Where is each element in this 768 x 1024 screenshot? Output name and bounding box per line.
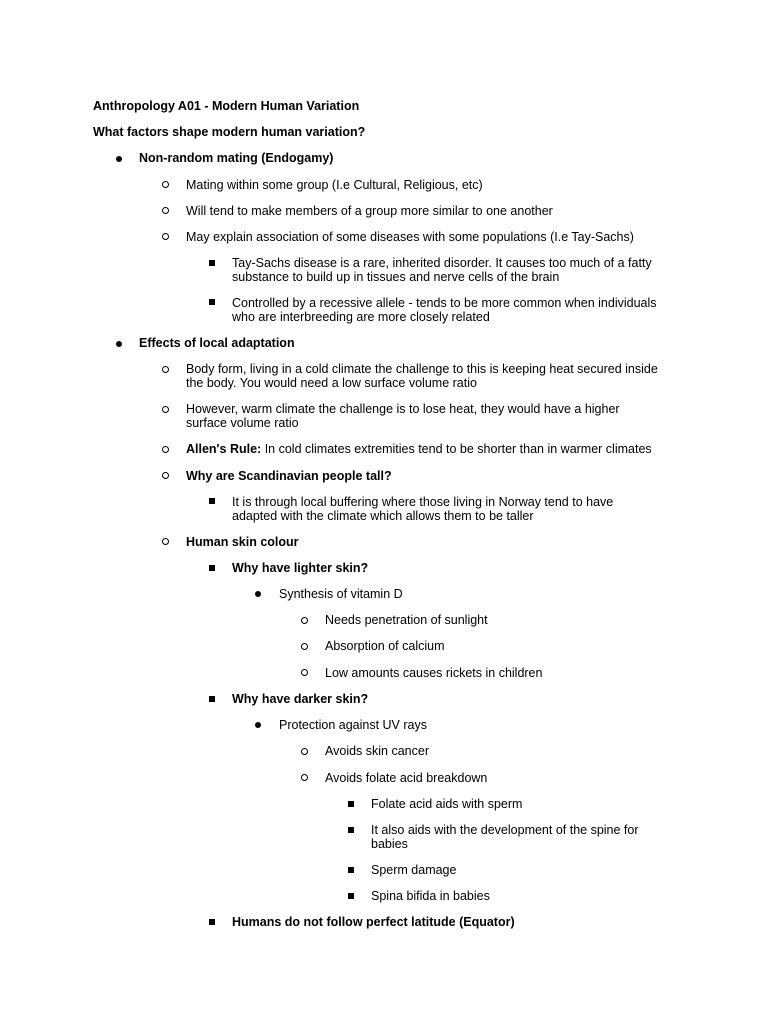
list-item-line: Body form, living in a cold climate the challenge to this is keeping heat secured inside <box>186 362 658 376</box>
bullet-circle-icon <box>162 446 169 453</box>
bullet-dot-icon <box>116 341 122 347</box>
list-item: Low amounts causes rickets in children <box>325 666 543 680</box>
list-item-line: adapted with the climate which allows them to be taller <box>232 509 534 523</box>
list-item-line: who are interbreeding are more closely related <box>232 310 490 324</box>
list-item: Spina bifida in babies <box>371 889 490 903</box>
section-question: What factors shape modern human variation? <box>93 125 366 139</box>
list-item: Will tend to make members of a group more similar to one another <box>186 204 553 218</box>
bullet-dot-icon <box>255 722 261 728</box>
bullet-circle-icon <box>162 538 169 545</box>
list-item-heading: Human skin colour <box>186 535 299 549</box>
bullet-square-icon <box>348 867 354 873</box>
list-item: Folate acid aids with sperm <box>371 797 523 811</box>
bullet-square-icon <box>209 260 215 266</box>
bullet-circle-icon <box>162 472 169 479</box>
list-item-line: However, warm climate the challenge is to lose heat, they would have a higher <box>186 402 620 416</box>
list-item-heading: Why are Scandinavian people tall? <box>186 469 392 483</box>
bullet-circle-icon <box>301 748 308 755</box>
list-item-line: babies <box>371 837 408 851</box>
list-item-heading: Effects of local adaptation <box>139 336 295 350</box>
list-item-line: the body. You would need a low surface volume ratio <box>186 376 477 390</box>
bullet-square-icon <box>209 696 215 702</box>
rule-name: Allen's Rule: <box>186 442 262 456</box>
list-item-heading: Non-random mating (Endogamy) <box>139 151 334 165</box>
list-item-line: Controlled by a recessive allele - tends to be more common when individuals <box>232 296 657 310</box>
bullet-circle-icon <box>301 617 308 624</box>
bullet-square-icon <box>348 893 354 899</box>
list-item <box>186 442 652 457</box>
bullet-square-icon <box>209 565 215 571</box>
list-item-heading: Why have lighter skin? <box>232 561 369 575</box>
bullet-square-icon <box>209 919 215 925</box>
bullet-circle-icon <box>162 207 169 214</box>
list-item-line: It also aids with the development of the spine for <box>371 823 639 837</box>
list-item: Avoids skin cancer <box>325 744 429 758</box>
list-item: Mating within some group (I.e Cultural, Religious, etc) <box>186 178 483 192</box>
list-item: Sperm damage <box>371 863 457 877</box>
list-item-line: surface volume ratio <box>186 416 299 430</box>
bullet-dot-icon <box>116 156 122 162</box>
bullet-square-icon <box>209 299 215 305</box>
list-item: Absorption of calcium <box>325 639 445 653</box>
list-item: Protection against UV rays <box>279 718 427 732</box>
list-item: May explain association of some diseases with some populations (I.e Tay-Sachs) <box>186 230 634 244</box>
bullet-circle-icon <box>301 643 308 650</box>
list-item-line: It is through local buffering where those living in Norway tend to have <box>232 495 614 509</box>
list-item-line: Tay-Sachs disease is a rare, inherited disorder. It causes too much of a fatty <box>232 256 652 270</box>
list-item: Needs penetration of sunlight <box>325 613 488 627</box>
bullet-circle-icon <box>162 181 169 188</box>
bullet-circle-icon <box>162 406 169 413</box>
bullet-dot-icon <box>255 591 261 597</box>
list-item: Synthesis of vitamin D <box>279 587 403 601</box>
document-title: Anthropology A01 - Modern Human Variation <box>93 99 360 113</box>
list-item-heading: Humans do not follow perfect latitude (Equator) <box>232 915 515 929</box>
bullet-square-icon <box>209 498 215 504</box>
bullet-square-icon <box>348 827 354 833</box>
bullet-circle-icon <box>301 774 308 781</box>
list-item: Avoids folate acid breakdown <box>325 771 488 785</box>
list-item-heading: Why have darker skin? <box>232 692 369 706</box>
bullet-circle-icon <box>162 233 169 240</box>
list-item-line: substance to build up in tissues and nerve cells of the brain <box>232 270 560 284</box>
bullet-circle-icon <box>162 366 169 373</box>
bullet-square-icon <box>348 801 354 807</box>
bullet-circle-icon <box>301 669 308 676</box>
rule-text: In cold climates extremities tend to be shorter than in warmer climates <box>261 442 652 456</box>
